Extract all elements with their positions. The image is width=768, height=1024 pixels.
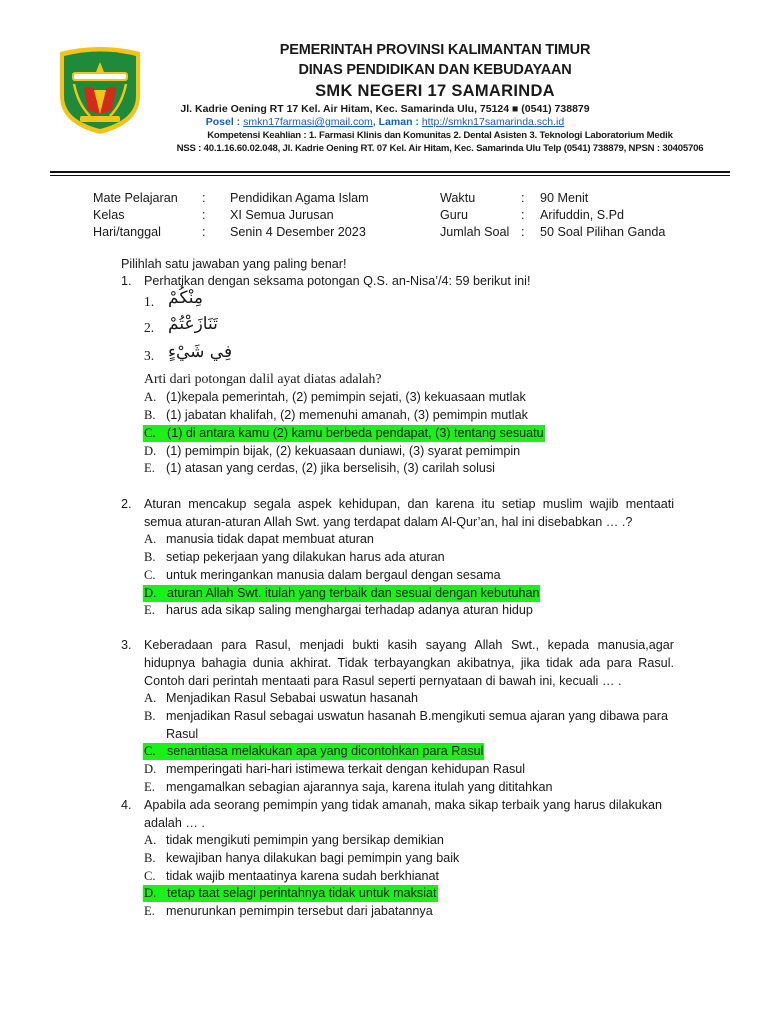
- info-colon: :: [521, 225, 525, 239]
- option-letter: C.: [144, 568, 156, 582]
- question-text: Contoh dari perintah mentaati para Rasul seperti pernyataan di bawah ini, kecuali … .: [144, 674, 622, 688]
- option-text[interactable]: kewajiban hanya dilakukan bagi pemimpin yang baik: [166, 851, 460, 865]
- option-text[interactable]: setiap pekerjaan yang dilakukan harus ada aturan: [166, 550, 445, 564]
- web-label: , Laman :: [372, 116, 419, 128]
- option-text[interactable]: tidak mengikuti pemimpin yang bersikap demikian: [166, 833, 444, 847]
- header-address: Jl. Kadrie Oening RT 17 Kel. Air Hitam, Kec. Samarinda Ulu, 75124 ■ (0541) 738879: [180, 103, 590, 115]
- question-text: semua aturan-aturan Allah Swt. yang terdapat dalam Al-Qur’an, hal ini disebabkan … .?: [144, 515, 633, 529]
- info-value-teacher: Arifuddin, S.Pd: [540, 208, 625, 222]
- option-text[interactable]: (1) jabatan khalifah, (2) memenuhi amanah, (3) pemimpin mutlak: [166, 408, 528, 422]
- info-colon: :: [202, 225, 206, 239]
- question-text: hidupnya bahagia dunia akhirat. Tidak terbayangkan akibatnya, jika tidak ada para Rasul.: [144, 656, 674, 670]
- option-letter: D.: [144, 762, 157, 776]
- header-divider-thin: [50, 175, 730, 176]
- option-letter-correct: D.: [143, 885, 166, 902]
- email-label: Posel :: [205, 116, 241, 128]
- option-text[interactable]: tidak wajib mentaatinya karena sudah berkhianat: [166, 869, 440, 883]
- option-letter: E.: [144, 780, 155, 794]
- arabic-word: فِي شَيْءٍ: [168, 342, 233, 362]
- option-text[interactable]: harus ada sikap saling menghargai terhadap adanya aturan hidup: [166, 603, 533, 617]
- question-number: 4.: [121, 798, 132, 812]
- question-text: adalah … .: [144, 816, 205, 830]
- option-text[interactable]: (1) pemimpin bijak, (2) kekuasaan duniawi, (3) syarat pemimpin: [166, 444, 521, 458]
- option-letter: C.: [144, 869, 156, 883]
- option-text[interactable]: (1) atasan yang cerdas, (2) jika berselisih, (3) carilah solusi: [166, 461, 495, 475]
- info-label: Hari/tanggal: [93, 225, 161, 239]
- option-text[interactable]: manusia tidak dapat membuat aturan: [166, 532, 374, 546]
- arabic-item-number: 3.: [144, 348, 155, 363]
- info-label: Guru: [440, 208, 468, 222]
- option-letter: E.: [144, 904, 155, 918]
- option-text[interactable]: memperingati hari-hari istimewa terkait dengan kehidupan Rasul: [166, 762, 526, 776]
- info-label: Waktu: [440, 191, 476, 205]
- option-text[interactable]: (1)kepala pemerintah, (2) pemimpin sejati, (3) kekuasaan mutlak: [166, 390, 526, 404]
- question-subtext: Arti dari potongan dalil ayat diatas adalah?: [144, 371, 382, 386]
- option-letter: D.: [144, 444, 157, 458]
- question-number: 3.: [121, 638, 132, 652]
- option-text[interactable]: Menjadikan Rasul Sebabai uswatun hasanah: [166, 691, 419, 705]
- option-letter-correct: D.: [143, 585, 166, 602]
- info-value-count: 50 Soal Pilihan Ganda: [540, 225, 666, 239]
- option-letter: E.: [144, 603, 155, 617]
- option-text-correct[interactable]: tetap taat selagi perintahnya tidak untuk maksiat: [167, 886, 437, 900]
- info-colon: :: [521, 191, 525, 205]
- option-text-correct[interactable]: (1) di antara kamu (2) kamu berbeda pendapat, (3) tentang sesuatu: [167, 426, 544, 440]
- website-link[interactable]: http://smkn17samarinda.sch.id: [421, 116, 565, 128]
- option-letter: A.: [144, 691, 157, 705]
- question-text: Perhatikan dengan seksama potongan Q.S. an-Nisa’/4: 59 berikut ini!: [144, 274, 531, 288]
- arabic-item-number: 2.: [144, 320, 155, 335]
- header-nss: NSS : 40.1.16.60.02.048, Jl. Kadrie Oening RT. 07 Kel. Air Hitam, Kec. Samarinda Ulu Telp (0541) 738879, NPSN : 30405706: [176, 143, 704, 154]
- option-text-correct[interactable]: aturan Allah Swt. itulah yang terbaik dan sesuai dengan kebutuhan: [167, 586, 540, 600]
- arabic-word: مِنْكُمْ: [168, 288, 203, 308]
- info-colon: :: [202, 208, 206, 222]
- option-letter: B.: [144, 709, 156, 723]
- question-text: Keberadaan para Rasul, menjadi bukti kasih sayang Allah Swt., kepada manusia,agar: [144, 638, 674, 652]
- header-contact: [160, 116, 610, 128]
- question-text: Aturan mencakup segala aspek kehidupan, dan karena itu setiap muslim wajib mentaati: [144, 497, 674, 511]
- info-value-time: 90 Menit: [540, 191, 589, 205]
- option-letter: A.: [144, 833, 157, 847]
- arabic-item-number: 1.: [144, 294, 155, 309]
- header-kompetensi: Kompetensi Keahlian : 1. Farmasi Klinis dan Komunitas 2. Dental Asisten 3. Teknologi Laboratorium Medik: [207, 130, 673, 141]
- option-letter: B.: [144, 408, 156, 422]
- option-letter: A.: [144, 390, 157, 404]
- email-link[interactable]: smkn17farmasi@gmail.com: [243, 116, 373, 128]
- header-divider: [50, 171, 730, 173]
- option-text[interactable]: menjadikan Rasul sebagai uswatun hasanah B.mengikuti semua ajaran yang dibawa para: [166, 709, 668, 723]
- instruction: Pilihlah satu jawaban yang paling benar!: [121, 257, 347, 271]
- info-value-date: Senin 4 Desember 2023: [230, 225, 366, 239]
- header-province: PEMERINTAH PROVINSI KALIMANTAN TIMUR: [279, 42, 591, 58]
- info-label: Mate Pelajaran: [93, 191, 178, 205]
- option-text[interactable]: menurunkan pemimpin tersebut dari jabatannya: [166, 904, 433, 918]
- question-text: Apabila ada seorang pemimpin yang tidak amanah, maka sikap terbaik yang harus dilakukan: [144, 798, 663, 812]
- question-number: 2.: [121, 497, 132, 511]
- option-letter: A.: [144, 532, 157, 546]
- option-text[interactable]: mengamalkan sebagian ajarannya saja, karena itulah yang dititahkan: [166, 780, 553, 794]
- option-letter-correct: C.: [143, 743, 166, 760]
- info-colon: :: [521, 208, 525, 222]
- option-letter-correct: C.: [143, 425, 166, 442]
- info-label: Kelas: [93, 208, 125, 222]
- question-number: 1.: [121, 274, 132, 288]
- info-label: Jumlah Soal: [440, 225, 510, 239]
- info-value-subject: Pendidikan Agama Islam: [230, 191, 369, 205]
- option-text[interactable]: untuk meringankan manusia dalam bergaul dengan sesama: [166, 568, 501, 582]
- option-letter: E.: [144, 461, 155, 475]
- info-colon: :: [202, 191, 206, 205]
- header-agency: DINAS PENDIDIKAN DAN KEBUDAYAAN: [298, 62, 572, 78]
- info-value-class: XI Semua Jurusan: [230, 208, 334, 222]
- option-letter: B.: [144, 550, 156, 564]
- header-school-name: SMK NEGERI 17 SAMARINDA: [315, 82, 555, 100]
- option-letter: B.: [144, 851, 156, 865]
- arabic-word: تَنَازَعْتُمْ: [168, 314, 218, 334]
- option-text-correct[interactable]: senantiasa melakukan apa yang dicontohkan para Rasul: [167, 744, 484, 758]
- option-text-continued[interactable]: Rasul: [166, 727, 199, 741]
